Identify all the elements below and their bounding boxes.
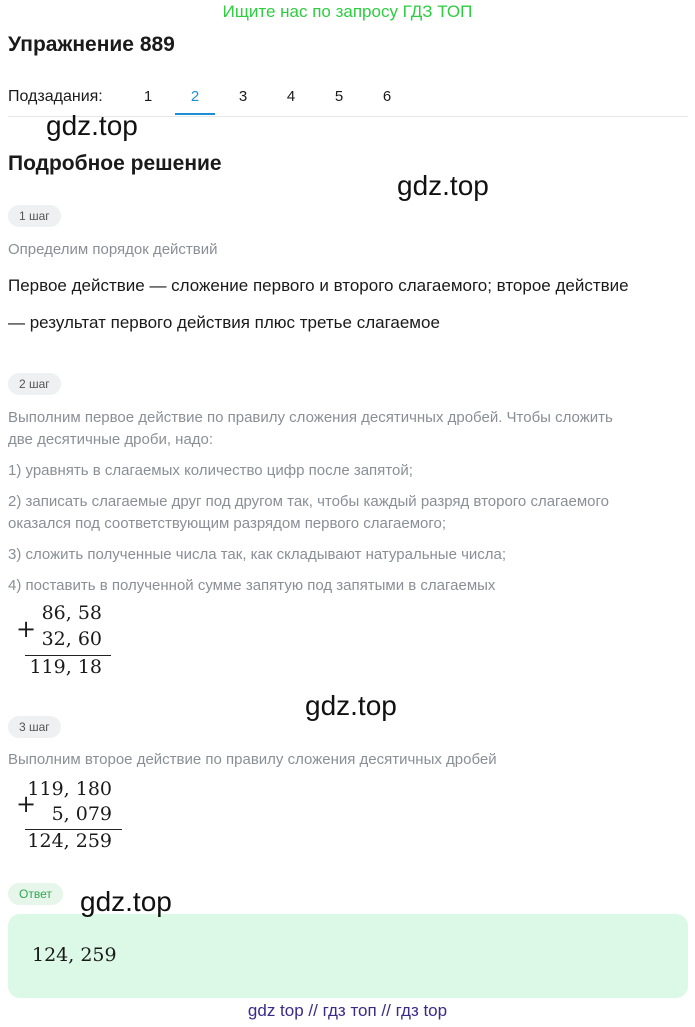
answer-value: 124, 259 bbox=[32, 944, 117, 966]
watermark: gdz.top bbox=[46, 110, 138, 141]
step-chip: 3 шаг bbox=[8, 716, 61, 738]
step-text-line: оказался под соответствующим разрядом первого слагаемого; bbox=[8, 515, 447, 532]
subtask-tab-5[interactable]: 5 bbox=[334, 88, 344, 105]
step-intro: Определим порядок действий bbox=[8, 241, 218, 258]
step-chip: 2 шаг bbox=[8, 373, 61, 395]
exercise-title: Упражнение 889 bbox=[8, 33, 175, 56]
subtask-tab-6[interactable]: 6 bbox=[382, 88, 392, 105]
subtask-tab-3[interactable]: 3 bbox=[238, 88, 248, 105]
answer-chip: Ответ bbox=[8, 883, 63, 905]
step-text-line: Первое действие — сложение первого и второго слагаемого; второе действие bbox=[8, 276, 629, 295]
addend-1: 119, 180 bbox=[27, 778, 112, 800]
addend-1: 86, 58 bbox=[41, 602, 102, 624]
watermark: gdz.top bbox=[305, 690, 397, 721]
step-text-line: две десятичные дроби, надо: bbox=[8, 431, 214, 448]
subtask-tab-4[interactable]: 4 bbox=[286, 88, 296, 105]
watermark: gdz.top bbox=[397, 170, 489, 201]
sum-result: 124, 259 bbox=[27, 830, 112, 852]
addend-2: 32, 60 bbox=[41, 628, 102, 650]
step-text-line: 3) сложить полученные числа так, как складывают натуральные числа; bbox=[8, 546, 507, 563]
step-chip: 1 шаг bbox=[8, 205, 61, 227]
step-text-line: 1) уравнять в слагаемых количество цифр после запятой; bbox=[8, 462, 413, 479]
step-intro: Выполним второе действие по правилу сложения десятичных дробей bbox=[8, 751, 497, 768]
active-tab-indicator bbox=[175, 113, 215, 115]
subtask-tab-1[interactable]: 1 bbox=[143, 88, 153, 105]
promo-banner: Ищите нас по запросу ГДЗ ТОП bbox=[222, 2, 473, 21]
step-text-line: 2) записать слагаемые друг под другом так, чтобы каждый разряд второго слагаемого bbox=[8, 493, 610, 510]
step-text-line: Выполним первое действие по правилу сложения десятичных дробей. Чтобы сложить bbox=[8, 409, 613, 426]
step-text-line: — результат первого действия плюс третье слагаемое bbox=[8, 313, 440, 332]
plus-sign: + bbox=[16, 790, 37, 818]
footer-links[interactable]: gdz top // гдз топ // гдз top bbox=[247, 1001, 448, 1020]
subtasks-label: Подзадания: bbox=[8, 88, 103, 105]
subtask-tab-2[interactable]: 2 bbox=[190, 88, 200, 105]
addend-2: 5, 079 bbox=[51, 803, 112, 825]
step-text-line: 4) поставить в полученной сумме запятую под запятыми в слагаемых bbox=[8, 577, 496, 594]
watermark: gdz.top bbox=[80, 886, 172, 917]
sum-result: 119, 18 bbox=[29, 656, 102, 678]
plus-sign: + bbox=[16, 615, 37, 643]
solution-title: Подробное решение bbox=[8, 152, 222, 175]
